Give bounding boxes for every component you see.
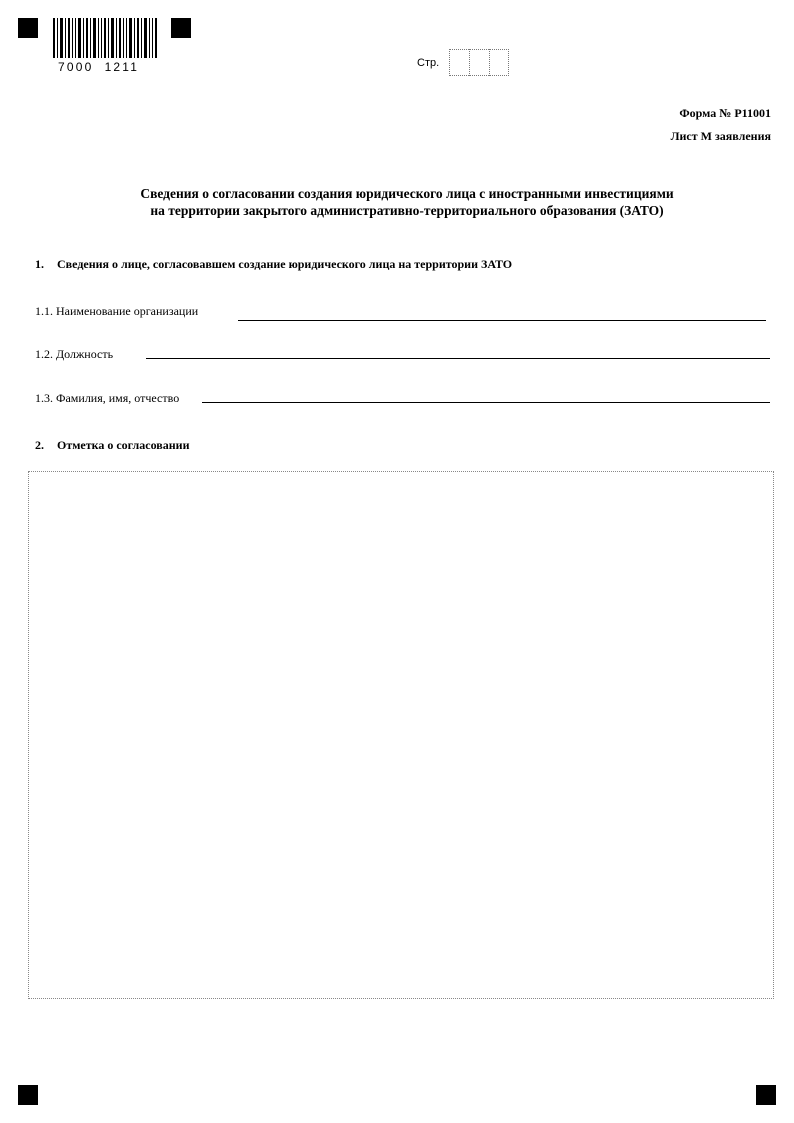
page-number-cells [449, 49, 509, 76]
sheet-name: Лист М заявления [670, 129, 771, 143]
page-number-label: Стр. [417, 57, 440, 69]
registration-marker-top-left [18, 18, 38, 38]
field-organization-label: 1.1. Наименование организации [35, 304, 199, 318]
section-1-number: 1. [35, 257, 44, 271]
approval-mark-box[interactable] [28, 471, 774, 999]
field-full-name-input[interactable] [202, 402, 770, 403]
registration-marker-top-right [171, 18, 191, 38]
field-position-label: 1.2. Должность [35, 347, 114, 361]
field-position-input[interactable] [146, 358, 770, 359]
document-title-line-1: Сведения о согласовании создания юридического лица с иностранными инвестициями [140, 186, 674, 201]
page-number-cell[interactable] [469, 49, 489, 76]
field-full-name-label: 1.3. Фамилия, имя, отчество [35, 391, 180, 405]
page-number-cell[interactable] [489, 49, 509, 76]
page-number-cell[interactable] [449, 49, 469, 76]
section-1-title: Сведения о лице, согласовавшем создание юридического лица на территории ЗАТО [57, 257, 513, 271]
section-2-title: Отметка о согласовании [57, 438, 190, 452]
barcode-number: 7000 1211 [58, 60, 140, 74]
barcode-icon [53, 18, 157, 58]
registration-marker-bottom-right [756, 1085, 776, 1105]
document-title-line-2: на территории закрытого административно-территориального образования (ЗАТО) [150, 203, 664, 218]
field-organization-input[interactable] [238, 320, 766, 321]
section-2-heading [35, 438, 190, 453]
registration-marker-bottom-left [18, 1085, 38, 1105]
section-1-heading [35, 257, 512, 272]
form-number: Форма № Р11001 [679, 106, 771, 120]
section-2-number: 2. [35, 438, 44, 452]
